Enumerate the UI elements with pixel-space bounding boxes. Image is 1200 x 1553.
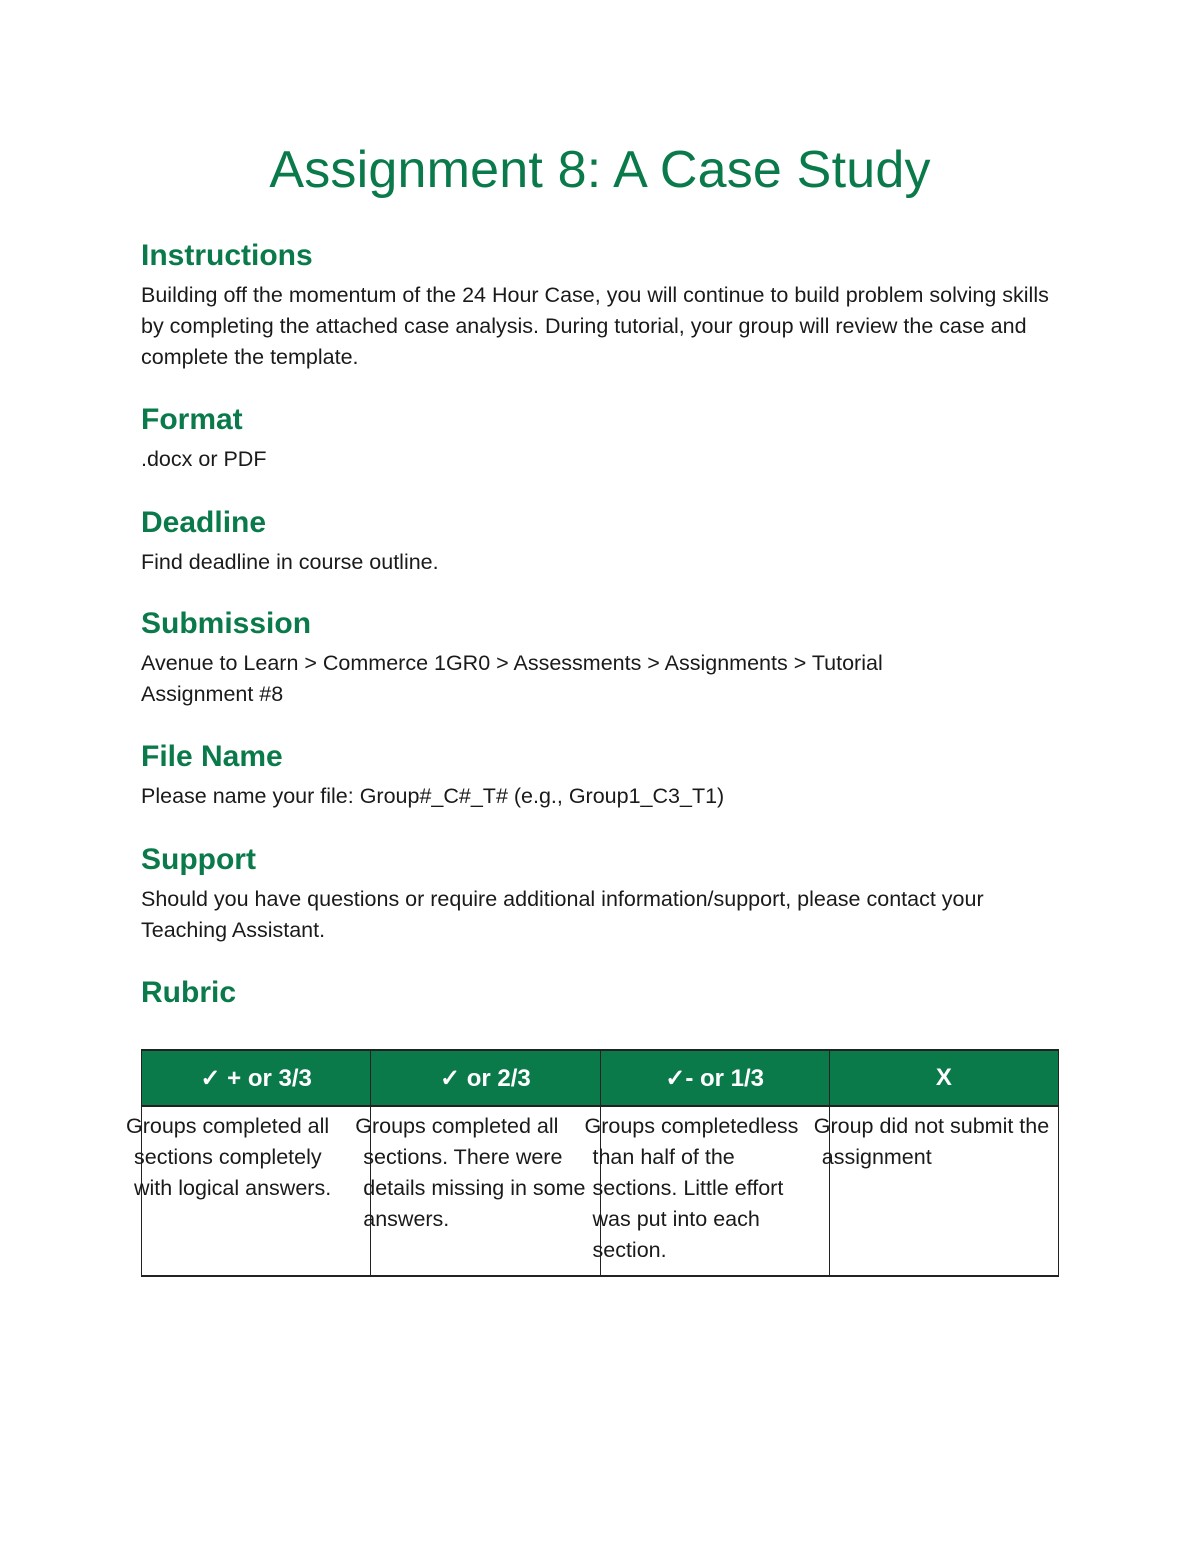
instructions-heading: Instructions [141,239,313,272]
deadline-heading: Deadline [141,506,267,539]
rubric-body-row [142,1106,1059,1276]
rubric-header-row [142,1050,1059,1106]
rubric-cell [813,1106,1058,1276]
rubric-section [141,975,1061,1011]
instructions-section [141,238,1061,373]
rubric-header-3of3: ✓ + or 3/3 [142,1050,371,1106]
deadline-text: Find deadline in course outline. [141,550,439,574]
rubric-heading: Rubric [141,976,237,1009]
format-section [141,402,1061,475]
support-heading: Support [141,843,256,876]
rubric-cell-text: Groups completed all sections. There were details missing in some answers. [355,1114,586,1231]
rubric-header-2of3: ✓ or 2/3 [371,1050,600,1106]
file-name-text: Please name your file: Group#_C#_T# (e.g., Group1_C3_T1) [141,784,725,808]
instructions-text: Building off the momentum of the 24 Hour Case, you will continue to build problem solving skills by completing the attached case analysis. During tutorial, your group will review the case and complete the template. [141,283,1049,369]
rubric-table [126,1049,1059,1277]
submission-text: Avenue to Learn > Commerce 1GR0 > Assessments > Assignments > Tutorial Assignment #8 [141,651,883,706]
rubric-cell [355,1106,600,1276]
page-title: Assignment 8: A Case Study [269,141,931,199]
submission-section [141,606,1061,710]
file-name-heading: File Name [141,740,283,773]
rubric-cell [584,1106,829,1276]
rubric-cell-text: Groups completed all sections completely with logical answers. [126,1114,332,1200]
rubric-cell [126,1106,371,1276]
submission-heading: Submission [141,607,312,640]
rubric-cell-text: Group did not submit the assignment [813,1114,1050,1169]
deadline-section [141,505,1061,578]
support-section [141,842,1061,946]
file-name-section [141,739,1061,812]
rubric-cell-text: Groups completedless than half of the sections. Little effort was put into each section. [584,1114,799,1262]
support-text: Should you have questions or require additional information/support, please contact your Teaching Assistant. [141,887,984,942]
rubric-header-1of3: ✓- or 1/3 [600,1050,829,1106]
rubric-header-x: X [829,1050,1058,1106]
format-heading: Format [141,403,243,436]
format-text: .docx or PDF [141,447,267,471]
